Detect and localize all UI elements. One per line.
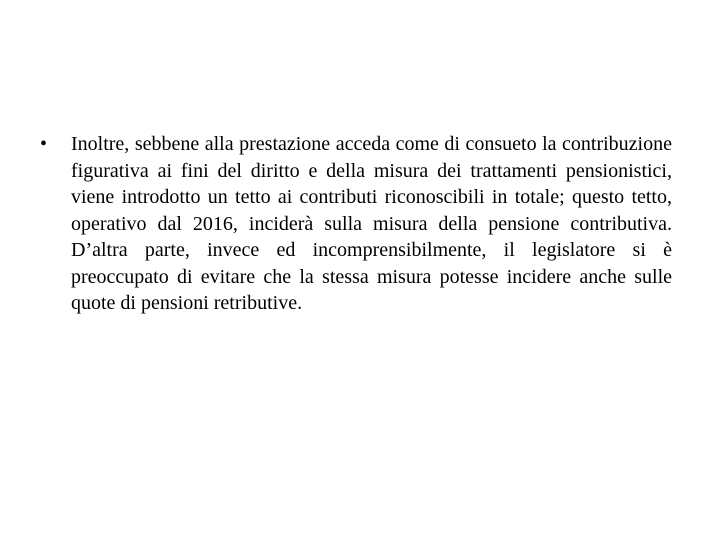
bullet-list (40, 131, 672, 317)
bullet-text: Inoltre, sebbene alla prestazione acceda come di consueto la contribuzione figurativa ai fini del diritto e della misura dei trattamenti pensionistici, viene introdotto un tetto ai contributi riconoscibili in totale; questo tetto, operativo dal 2016, inciderà sulla misura della pensione contributiva. D’altra parte, invece ed incomprensibilmente, il legislatore si è preoccupato di evitare che la stessa misura potesse incidere anche sulle quote di pensioni retributive. (71, 133, 672, 314)
bullet-marker: • (40, 133, 48, 155)
bullet-item (40, 131, 672, 317)
